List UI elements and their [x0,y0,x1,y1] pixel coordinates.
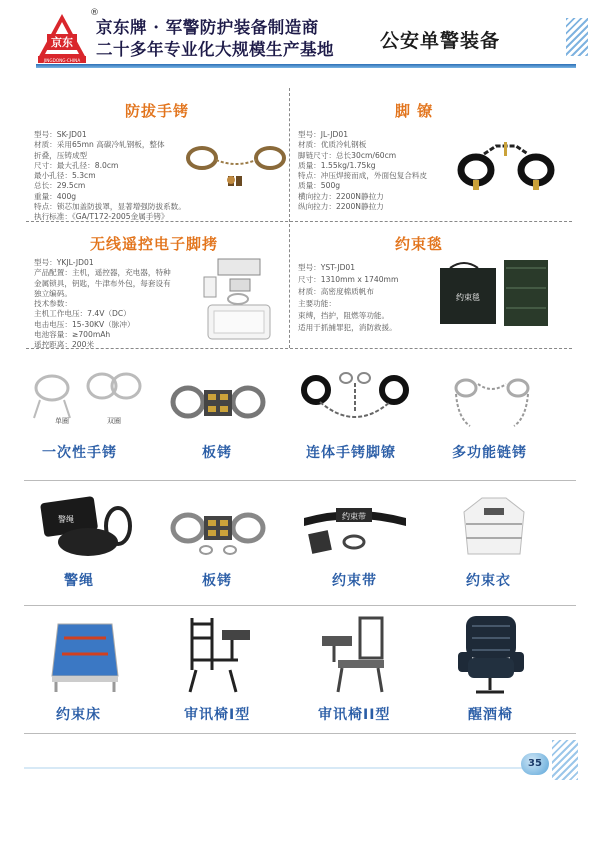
leg-irons-title: 脚 镣 [395,102,434,120]
product-label: 多功能链铐 [452,445,527,461]
combined-cuffs-image [300,368,410,432]
blanket-specs [298,262,398,334]
row-divider [24,480,576,481]
logo-text: 京东 [51,36,73,49]
spec-line: 横向拉力：2200N静拉力 [298,191,384,201]
company-name: 京东牌 · 军警防护装备制造商 [96,18,319,37]
spec-line: 型号：YKJL-JD01 [34,258,94,267]
spec-line: 型号：JL-JD01 [298,130,349,139]
remote-shackles-specs [34,258,171,351]
handcuffs-specs [34,130,186,223]
remote-shackles-title: 无线遥控电子脚拷 [90,235,219,253]
board-cuffs-image-2 [170,506,266,556]
spec-line: 执行标准：《GA/T172-2005金属手铐》 [34,212,169,222]
spec-line: 材质：高密度棉质帆布 [298,287,374,296]
spec-line: 主要功能： [298,299,336,308]
spec-line: 折叠，压铸成型 [34,150,88,160]
spec-line: 最小孔径：5.3cm [34,171,96,181]
remote-shackles-image [200,255,278,343]
product-label: 板铐 [202,573,232,589]
product-label: 审讯椅II型 [318,707,391,723]
interrogation-chair-i-image [182,614,258,696]
spec-line: 型号：YST-JD01 [298,263,356,272]
spec-line: 电击电压：15-30KV（脉冲） [34,319,135,329]
sobering-chair-image [456,612,526,696]
board-cuffs-image [170,378,266,428]
blanket-bag-label: 约束毯 [456,293,480,302]
grid-divider-vertical [289,88,290,348]
product-label: 板铐 [202,445,232,461]
leg-irons-specs [298,130,427,212]
spec-line: 特点：冲压焊接而成，外面包复合料皮 [298,171,428,181]
product-label: 连体手铐脚镣 [306,445,396,461]
single-loop-label: 单圈 [55,417,69,425]
belt-label: 约束带 [342,512,366,521]
header-rule [36,64,576,68]
handcuffs-image [184,136,288,196]
spec-line: 电池容量：≥700mAh [34,330,111,340]
police-rope-image [36,496,132,562]
spec-line: 材质：采用65mn 高碳冷轧钢板，整体 [34,140,165,150]
spec-line: 技术参数： [34,299,72,309]
spec-line: 重量：400g [34,191,77,201]
product-label: 一次性手铐 [42,445,117,461]
logo-subtext: JINGDONG·CHINA [43,58,81,63]
spec-line: 质量：1.55kg/1.75kg [298,160,376,170]
page-number: 35 [521,753,549,775]
double-loop-label: 双圈 [107,417,121,425]
restraint-bed-image [48,616,122,694]
spec-line: 独立编码。 [34,288,72,298]
product-label: 约束衣 [466,573,511,589]
spec-line: 尺寸：最大孔径：8.0cm [34,160,119,170]
spec-line: 遥控距离：200米 [34,340,95,350]
spec-line: 型号：SK-JD01 [34,130,87,139]
rope-bag-label: 警绳 [58,515,74,524]
spec-line: 金属锁具，钥匙，牛津布外包，每套设有 [34,278,171,288]
spec-line: 尺寸：1310mm x 1740mm [298,275,399,284]
interrogation-chair-ii-image [316,614,392,696]
spec-line: 产品配置：主机，遥控器，充电器，特种 [34,268,171,278]
company-logo [36,12,88,64]
blanket-image [436,258,554,328]
blanket-title: 约束毯 [395,235,444,253]
spec-line: 总长：29.5cm [34,181,86,191]
product-label: 审讯椅I型 [184,707,251,723]
product-label: 约束床 [56,707,101,723]
footer-bar [24,767,522,769]
product-label: 醒酒椅 [468,707,513,723]
leg-irons-image [456,140,556,198]
spec-line: 特点：锁芯加盖防拔罩，显著增强防拔系数。 [34,202,186,212]
section-title: 公安单警装备 [380,30,501,52]
restraint-jacket-image [460,494,528,566]
registered-mark: ® [90,8,99,18]
disposable-cuffs-image [30,366,146,426]
spec-line: 束缚，挡护，阻燃等功能。 [298,311,390,320]
row-divider [24,733,576,734]
handcuffs-title: 防拔手铐 [125,102,190,120]
spec-line: 脚链尺寸：总长30cm/60cm [298,150,397,160]
product-label: 约束带 [332,573,377,589]
restraint-belt-image [300,504,410,560]
spec-line: 纵向拉力：2200N静拉力 [298,202,384,212]
header-decoration [566,18,588,56]
spec-line: 适用于抓捕罪犯，消防救援。 [298,323,397,332]
footer-decoration [552,740,578,780]
spec-line: 材质：优质冷轧钢板 [298,140,367,150]
company-slogan: 二十多年专业化大规模生产基地 [96,40,334,59]
chain-cuffs-image [448,374,538,428]
product-label: 警绳 [64,573,94,589]
row-divider [24,605,576,606]
spec-line: 主机工作电压：7.4V（DC） [34,309,131,319]
spec-line: 质量：500g [298,181,341,191]
